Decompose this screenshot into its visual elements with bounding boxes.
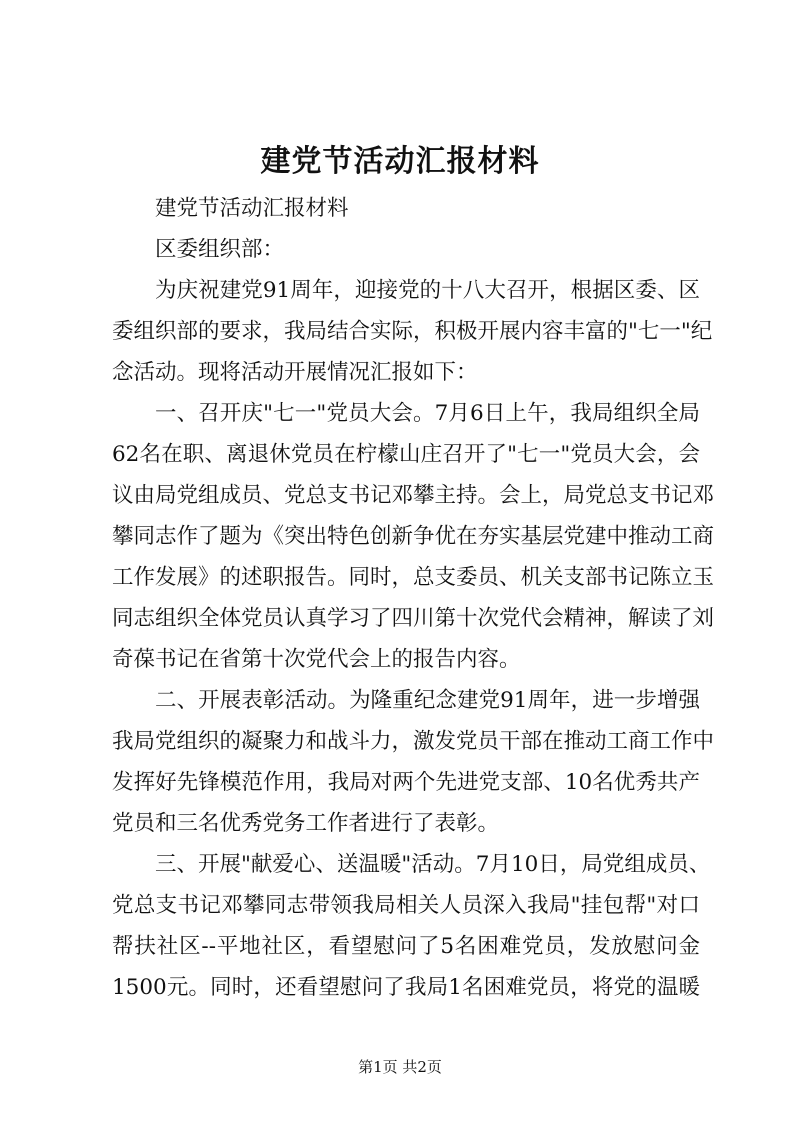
- paragraph-line: 同志组织全体党员认真学习了四川第十次党代会精神，解读了刘: [112, 606, 715, 631]
- document-title: 建党节活动汇报材料: [260, 144, 540, 179]
- paragraph-line: 三、开展"献爱心、送温暖"活动。7月10日，局党组成员、: [155, 852, 711, 877]
- paragraph: [112, 680, 715, 844]
- paragraph-line: 攀同志作了题为《突出特色创新争优在夯实基层党建中推动工商: [112, 524, 715, 549]
- paragraph-line: 建党节活动汇报材料: [155, 196, 349, 221]
- paragraph: [112, 844, 711, 1008]
- paragraph-line: 委组织部的要求，我局结合实际，积极开展内容丰富的"七一"纪: [112, 319, 713, 344]
- paragraph-line: 念活动。现将活动开展情况汇报如下：: [112, 360, 478, 385]
- paragraph: [112, 270, 713, 393]
- paragraph-line: 62名在职、离退休党员在柠檬山庄召开了"七一"党员大会，会: [112, 442, 700, 467]
- paragraph: [112, 188, 700, 229]
- paragraph-line: 党总支书记邓攀同志带领我局相关人员深入我局"挂包帮"对口: [112, 893, 700, 918]
- paragraph-line: 我局党组织的凝聚力和战斗力，激发党员干部在推动工商工作中: [112, 729, 715, 754]
- paragraph-line: 一、召开庆"七一"党员大会。7月6日上午，我局组织全局: [155, 401, 700, 426]
- paragraph: [112, 393, 715, 680]
- paragraph-line: 区委组织部：: [155, 237, 285, 262]
- paragraph-line: 议由局党组成员、党总支书记邓攀主持。会上，局党总支书记邓: [112, 483, 715, 508]
- paragraph-line: 工作发展》的述职报告。同时，总支委员、机关支部书记陈立玉: [112, 565, 715, 590]
- page-footer: 第1页 共2页: [358, 1058, 442, 1076]
- paragraph-line: 1500元。同时，还看望慰问了我局1名困难党员，将党的温暖: [112, 975, 700, 1000]
- paragraph-line: 发挥好先锋模范作用，我局对两个先进党支部、10名优秀共产: [112, 770, 700, 795]
- paragraph-line: 为庆祝建党91周年，迎接党的十八大召开，根据区委、区: [155, 278, 700, 303]
- paragraph-line: 帮扶社区--平地社区，看望慰问了5名困难党员，发放慰问金: [112, 934, 700, 959]
- document-body: [112, 188, 715, 1008]
- paragraph: [112, 229, 700, 270]
- paragraph-line: 奇葆书记在省第十次党代会上的报告内容。: [112, 647, 521, 672]
- paragraph-line: 党员和三名优秀党务工作者进行了表彰。: [112, 811, 500, 836]
- paragraph-line: 二、开展表彰活动。为隆重纪念建党91周年，进一步增强: [155, 688, 700, 713]
